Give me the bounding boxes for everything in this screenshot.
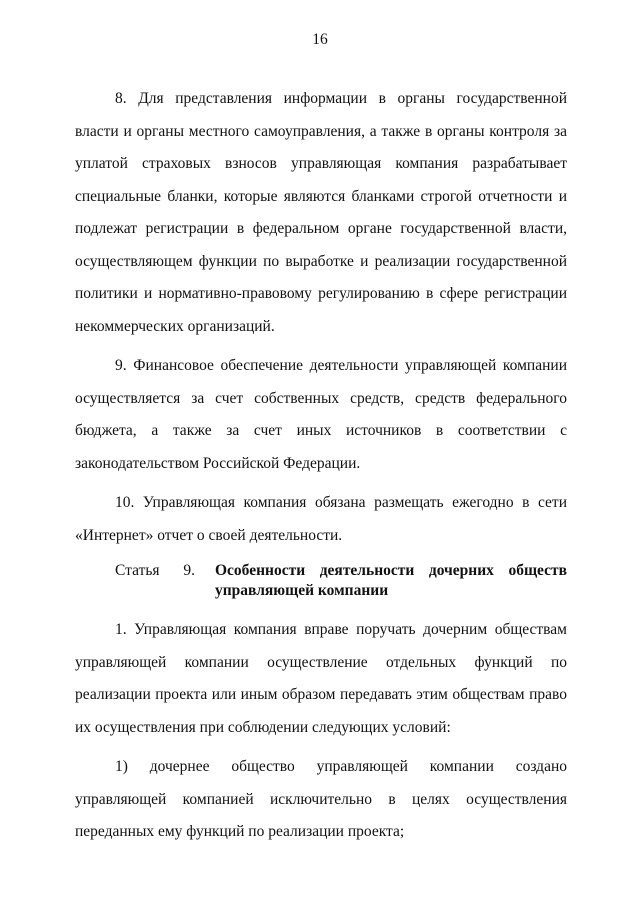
article-word: Статья: [115, 562, 160, 579]
article-number: 9.: [183, 562, 195, 579]
article-9-subitem-1: 1) дочернее общество управляющей компании создано управляющей компанией исключительно в целях осуществления переданных ему функций по реализации проекта;: [75, 758, 567, 840]
paragraph-8: 8. Для представления информации в органы государственной власти и органы местного самоуправления, а также в органы контроля за уплатой страховых взносов управляющая компания разрабатывает специальные бланки, которые являются бланками строгой отчетности и подлежат регистрации в федеральном органе государственной власти, осуществляющем функции по выработке и реализации государственной политики и нормативно-правовому регулированию в сфере регистрации некоммерческих организаций.: [75, 90, 567, 335]
article-9-heading: [75, 561, 567, 601]
article-9-paragraph-1: 1. Управляющая компания вправе поручать дочерним обществам управляющей компании осуществление отдельных функций по реализации проекта или иным образом передавать этим обществам право их осуществления при соблюдении следующих условий:: [75, 621, 567, 736]
page-number: 16: [312, 31, 328, 48]
article-9-label: [75, 561, 215, 581]
paragraph-9: 9. Финансовое обеспечение деятельности управляющей компании осуществляется за счет собственных средств, средств федерального бюджета, а также за счет иных источников в соответствии с законодательством Российской Федерации.: [75, 357, 567, 472]
article-9-title: Особенности деятельности дочерних обществ управляющей компании: [215, 562, 567, 599]
paragraph-10: 10. Управляющая компания обязана размещать ежегодно в сети «Интернет» отчет о своей деятельности.: [75, 494, 567, 544]
document-body: [75, 83, 567, 849]
